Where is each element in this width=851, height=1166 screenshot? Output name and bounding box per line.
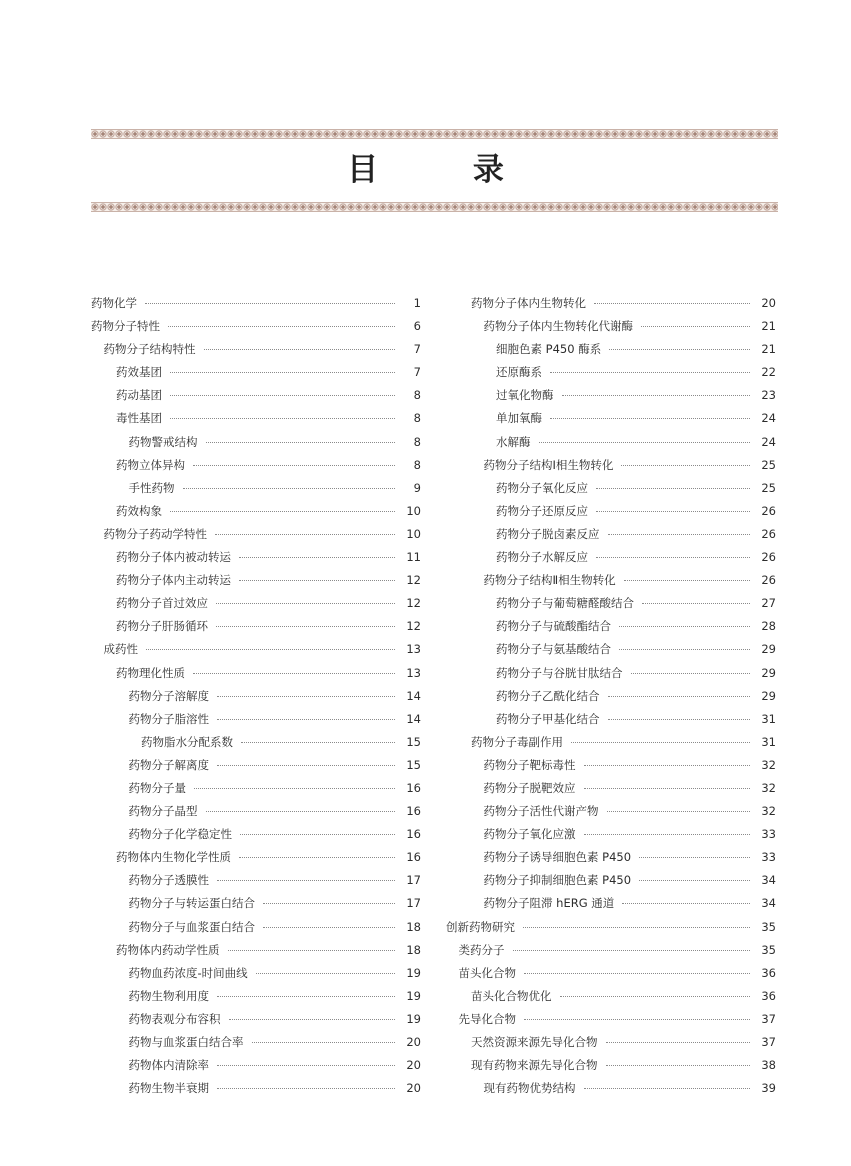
toc-entry-page: 32 <box>761 804 776 819</box>
dot-leader <box>217 880 395 881</box>
toc-entry[interactable] <box>446 962 776 985</box>
dot-leader <box>217 1065 395 1066</box>
toc-entry-label: 药效基团 <box>116 365 162 380</box>
dot-leader <box>584 834 751 835</box>
toc-entry-label: 药物分子脂溶性 <box>128 711 209 726</box>
toc-entry-label: 药物与血浆蛋白结合率 <box>128 1035 244 1049</box>
dot-leader <box>524 1019 750 1020</box>
toc-entry-page: 15 <box>406 734 421 749</box>
dot-leader <box>631 673 751 674</box>
dot-leader <box>584 788 751 789</box>
dot-leader <box>239 857 395 858</box>
toc-entry-page: 23 <box>761 388 776 403</box>
dot-leader <box>560 996 751 997</box>
toc-entry[interactable] <box>446 1077 776 1100</box>
toc-entry[interactable] <box>91 546 421 569</box>
dot-leader <box>239 557 395 558</box>
toc-entry[interactable] <box>446 846 776 869</box>
toc-entry[interactable] <box>446 1008 776 1031</box>
dot-leader <box>513 950 751 951</box>
dot-leader <box>241 742 395 743</box>
dot-leader <box>216 603 395 604</box>
toc-entry-label: 药物分子与葡萄糖醛酸结合 <box>496 596 634 611</box>
toc-entry[interactable] <box>91 1054 421 1077</box>
toc-entry-label: 细胞色素 P450 酶系 <box>496 342 602 357</box>
toc-entry-page: 29 <box>761 688 776 703</box>
toc-entry-page: 12 <box>406 619 421 634</box>
toc-entry-label: 苗头化合物 <box>458 965 516 980</box>
toc-entry-page: 8 <box>413 411 421 426</box>
toc-entry-label: 药物分子透膜性 <box>128 873 209 888</box>
toc-entry-page: 17 <box>406 873 421 888</box>
toc-entry-label: 药物分子药动学特性 <box>103 526 207 541</box>
dot-leader <box>229 1019 396 1020</box>
toc-entry[interactable] <box>446 615 776 638</box>
dot-leader <box>263 927 395 928</box>
toc-entry-label: 药物分子阻滞 hERG 通道 <box>483 896 615 911</box>
toc-entry[interactable] <box>446 338 776 361</box>
toc-entry-label: 药物分子特性 <box>91 319 160 334</box>
toc-entry[interactable] <box>446 477 776 500</box>
toc-entry[interactable] <box>446 500 776 523</box>
toc-entry-page: 35 <box>761 919 776 934</box>
toc-entry-label: 药物分子与谷胱甘肽结合 <box>496 665 623 680</box>
dot-leader <box>168 326 395 327</box>
dot-leader <box>170 511 395 512</box>
toc-entry-page: 25 <box>761 480 776 495</box>
toc-entry-label: 药物分子脱卤素反应 <box>496 526 600 541</box>
toc-entry-page: 19 <box>406 1011 421 1026</box>
toc-entry-label: 药物分子与氨基酸结合 <box>496 642 611 657</box>
dot-leader <box>524 973 750 974</box>
toc-entry-label: 药物分子抑制细胞色素 P450 <box>483 873 632 888</box>
dot-leader <box>228 950 396 951</box>
toc-entry[interactable] <box>446 731 776 754</box>
toc-entry-label: 药物分子毒副作用 <box>471 734 563 749</box>
toc-entry[interactable] <box>446 592 776 615</box>
dot-leader <box>596 488 750 489</box>
dot-leader <box>252 1042 396 1043</box>
dot-leader <box>206 442 396 443</box>
toc-entry-label: 现有药物优势结构 <box>483 1081 576 1096</box>
toc-entry-label: 药物分子甲基化结合 <box>496 711 600 726</box>
toc-entry[interactable] <box>91 523 421 546</box>
toc-entry-label: 药物分子结构Ⅰ相生物转化 <box>483 457 614 472</box>
toc-entry-label: 药物分子体内生物转化 <box>471 296 586 310</box>
toc-entry[interactable] <box>91 638 421 661</box>
toc-entry[interactable] <box>446 1031 776 1054</box>
toc-entry-page: 33 <box>761 827 776 842</box>
toc-entry-page: 37 <box>761 1011 776 1026</box>
toc-entry[interactable] <box>91 823 421 846</box>
toc-entry-page: 12 <box>406 573 421 588</box>
dot-leader <box>584 765 751 766</box>
dot-leader <box>183 488 396 489</box>
toc-entry[interactable] <box>91 384 421 407</box>
toc-entry[interactable] <box>91 292 421 315</box>
toc-entry[interactable] <box>446 985 776 1008</box>
toc-entry-label: 药物分子结构Ⅱ相生物转化 <box>483 573 616 588</box>
toc-entry[interactable] <box>91 1008 421 1031</box>
toc-entry-label: 类药分子 <box>458 942 505 957</box>
toc-entry-page: 6 <box>413 319 421 334</box>
dot-leader <box>608 534 751 535</box>
dot-leader <box>608 719 751 720</box>
dot-leader <box>217 996 395 997</box>
dot-leader <box>621 465 750 466</box>
toc-entry[interactable] <box>91 338 421 361</box>
toc-entry[interactable] <box>91 1077 421 1100</box>
dot-leader <box>146 649 395 650</box>
toc-entry-label: 还原酶系 <box>496 365 542 380</box>
toc-entry-label: 创新药物研究 <box>446 919 515 934</box>
toc-entry-label: 药物理化性质 <box>116 665 185 680</box>
toc-entry-label: 药物分子体内主动转运 <box>116 573 231 588</box>
dot-leader <box>523 927 750 928</box>
dot-leader <box>622 903 750 904</box>
toc-entry-page: 16 <box>406 850 421 865</box>
toc-entry-label: 药物警戒结构 <box>128 434 198 449</box>
dot-leader <box>608 696 751 697</box>
toc-entry[interactable] <box>91 708 421 731</box>
toc-entry-label: 药物分子还原反应 <box>496 503 588 518</box>
toc-entry-page: 17 <box>406 896 421 911</box>
toc-entry[interactable] <box>91 939 421 962</box>
toc-entry-label: 药物分子靶标毒性 <box>483 757 576 772</box>
dot-leader <box>217 1088 395 1089</box>
toc-entry-label: 药物分子结构特性 <box>103 342 196 357</box>
toc-entry[interactable] <box>91 431 421 454</box>
ornament-band-top <box>91 129 778 139</box>
toc-entry-page: 34 <box>761 873 776 888</box>
toc-entry[interactable] <box>91 916 421 939</box>
toc-entry-page: 15 <box>406 757 421 772</box>
toc-entry[interactable] <box>91 454 421 477</box>
toc-entry-page: 13 <box>406 642 421 657</box>
toc-entry[interactable] <box>91 477 421 500</box>
dot-leader <box>606 1065 751 1066</box>
toc-entry-label: 先导化合物 <box>458 1011 516 1026</box>
toc-entry-page: 27 <box>761 596 776 611</box>
dot-leader <box>216 626 395 627</box>
toc-entry[interactable] <box>446 800 776 823</box>
toc-entry-label: 药物分子活性代谢产物 <box>483 804 599 819</box>
toc-entry[interactable] <box>91 731 421 754</box>
dot-leader <box>263 903 395 904</box>
dot-leader <box>571 742 750 743</box>
dot-leader <box>193 673 395 674</box>
toc-entry-label: 药物分子氧化反应 <box>496 480 588 495</box>
dot-leader <box>145 303 395 304</box>
toc-entry[interactable] <box>91 777 421 800</box>
dot-leader <box>204 349 396 350</box>
toc-entry[interactable] <box>446 546 776 569</box>
toc-entry-page: 10 <box>406 503 421 518</box>
toc-entry-label: 药物生物利用度 <box>128 988 209 1003</box>
toc-entry-page: 37 <box>761 1035 776 1049</box>
toc-entry-label: 药物表观分布容积 <box>128 1011 221 1026</box>
toc-entry[interactable] <box>91 869 421 892</box>
toc-entry-label: 毒性基团 <box>116 411 162 426</box>
toc-entry-label: 药物分子体内生物转化代谢酶 <box>483 319 633 334</box>
dot-leader <box>170 395 395 396</box>
toc-entry-label: 药物分子与转运蛋白结合 <box>128 896 255 911</box>
dot-leader <box>194 788 395 789</box>
toc-entry-page: 8 <box>413 434 421 449</box>
toc-entry[interactable] <box>446 916 776 939</box>
toc-entry-page: 33 <box>761 850 776 865</box>
toc-entry[interactable] <box>91 846 421 869</box>
toc-entry-label: 药物化学 <box>91 296 137 310</box>
toc-entry[interactable] <box>91 569 421 592</box>
toc-entry-label: 药物体内生物化学性质 <box>116 850 231 865</box>
toc-entry-page: 16 <box>406 827 421 842</box>
toc-entry-label: 药物体内清除率 <box>128 1058 209 1073</box>
toc-entry-label: 药物立体异构 <box>116 457 185 472</box>
toc-entry-label: 药物分子水解反应 <box>496 550 588 565</box>
toc-entry-label: 药效构象 <box>116 503 162 518</box>
toc-entry[interactable] <box>446 384 776 407</box>
toc-entry-label: 药物生物半衰期 <box>128 1081 209 1096</box>
toc-entry[interactable] <box>446 407 776 430</box>
toc-entry-label: 药物分子脱靶效应 <box>483 780 576 795</box>
toc-entry-page: 14 <box>406 688 421 703</box>
toc-entry[interactable] <box>446 292 776 315</box>
dot-leader <box>606 1042 751 1043</box>
dot-leader <box>240 834 395 835</box>
dot-leader <box>609 349 750 350</box>
toc-entry-page: 11 <box>406 550 421 565</box>
toc-entry-page: 7 <box>413 365 421 380</box>
dot-leader <box>639 880 750 881</box>
toc-entry-label: 药动基团 <box>116 388 162 403</box>
dot-leader <box>170 372 395 373</box>
toc-entry-page: 10 <box>406 526 421 541</box>
toc-entry-label: 药物分子解离度 <box>128 757 209 772</box>
toc-entry[interactable] <box>91 962 421 985</box>
toc-entry-page: 18 <box>406 942 421 957</box>
page-title: 目 录 <box>347 152 546 188</box>
toc-entry-page: 8 <box>413 457 421 472</box>
toc-entry[interactable] <box>446 754 776 777</box>
toc-entry[interactable] <box>91 315 421 338</box>
toc-entry[interactable] <box>91 662 421 685</box>
toc-entry[interactable] <box>91 500 421 523</box>
toc-entry-page: 36 <box>761 965 776 980</box>
toc-entry-page: 26 <box>761 550 776 565</box>
toc-entry-page: 20 <box>761 296 776 310</box>
dot-leader <box>596 511 750 512</box>
toc-entry-label: 药物分子溶解度 <box>128 688 209 703</box>
toc-entry-page: 20 <box>406 1035 421 1049</box>
toc-entry[interactable] <box>91 1031 421 1054</box>
dot-leader <box>641 326 750 327</box>
toc-entry-page: 12 <box>406 596 421 611</box>
toc-entry-label: 药物体内药动学性质 <box>116 942 220 957</box>
toc-entry-page: 16 <box>406 804 421 819</box>
toc-entry-label: 单加氧酶 <box>496 411 542 426</box>
dot-leader <box>239 580 395 581</box>
toc-entry-page: 35 <box>761 942 776 957</box>
toc-entry-page: 8 <box>413 388 421 403</box>
toc-entry-label: 手性药物 <box>128 480 175 495</box>
dot-leader <box>170 418 395 419</box>
toc-entry-label: 药物分子诱导细胞色素 P450 <box>483 850 632 865</box>
toc-entry-page: 31 <box>761 734 776 749</box>
dot-leader <box>217 765 395 766</box>
toc-entry-page: 32 <box>761 780 776 795</box>
toc-entry-page: 36 <box>761 988 776 1003</box>
toc-entry[interactable] <box>91 592 421 615</box>
toc-entry-page: 29 <box>761 665 776 680</box>
dot-leader <box>607 811 751 812</box>
toc-entry-label: 药物脂水分配系数 <box>141 734 233 749</box>
toc-entry[interactable] <box>446 523 776 546</box>
toc-entry[interactable] <box>91 754 421 777</box>
toc-entry-page: 31 <box>761 711 776 726</box>
toc-entry[interactable] <box>91 615 421 638</box>
dot-leader <box>639 857 750 858</box>
toc-entry-page: 13 <box>406 665 421 680</box>
toc-column-left <box>91 292 421 1100</box>
toc-entry-label: 药物分子体内被动转运 <box>116 550 231 565</box>
toc-entry[interactable] <box>446 315 776 338</box>
dot-leader <box>193 465 395 466</box>
dot-leader <box>642 603 750 604</box>
toc-entry-label: 药物分子化学稳定性 <box>128 827 232 842</box>
dot-leader <box>619 626 750 627</box>
toc-column-right <box>446 292 776 1100</box>
toc-entry[interactable] <box>446 708 776 731</box>
toc-entry[interactable] <box>446 361 776 384</box>
toc-entry-page: 39 <box>761 1081 776 1096</box>
dot-leader <box>562 395 751 396</box>
toc-entry-page: 18 <box>406 919 421 934</box>
toc-entry[interactable] <box>446 823 776 846</box>
toc-entry-page: 32 <box>761 757 776 772</box>
dot-leader <box>584 1088 751 1089</box>
dot-leader <box>594 303 750 304</box>
toc-entry-label: 苗头化合物优化 <box>471 988 552 1003</box>
toc-entry[interactable] <box>446 662 776 685</box>
toc-entry[interactable] <box>446 685 776 708</box>
toc-entry[interactable] <box>446 939 776 962</box>
toc-entry[interactable] <box>446 638 776 661</box>
dot-leader <box>624 580 750 581</box>
toc-entry-page: 26 <box>761 526 776 541</box>
toc-entry[interactable] <box>446 431 776 454</box>
toc-entry[interactable] <box>446 892 776 915</box>
toc-entry-label: 药物分子量 <box>128 780 186 795</box>
toc-entry-page: 29 <box>761 642 776 657</box>
toc-entry-page: 25 <box>761 457 776 472</box>
toc-entry[interactable] <box>446 1054 776 1077</box>
dot-leader <box>550 418 750 419</box>
toc-entry[interactable] <box>91 985 421 1008</box>
toc-entry-label: 药物分子与血浆蛋白结合 <box>128 919 255 934</box>
toc-entry[interactable] <box>446 869 776 892</box>
toc-entry-page: 19 <box>406 965 421 980</box>
toc-entry-page: 26 <box>761 573 776 588</box>
toc-entry-label: 天然资源来源先导化合物 <box>471 1035 598 1049</box>
toc-entry-page: 24 <box>761 411 776 426</box>
toc-entry-label: 药物分子首过效应 <box>116 596 208 611</box>
toc-entry-page: 19 <box>406 988 421 1003</box>
toc-entry-page: 38 <box>761 1058 776 1073</box>
toc-entry-page: 9 <box>413 480 421 495</box>
toc-entry-page: 34 <box>761 896 776 911</box>
toc-entry[interactable] <box>91 685 421 708</box>
toc-entry-page: 26 <box>761 503 776 518</box>
toc-entry-page: 21 <box>761 319 776 334</box>
toc-entry[interactable] <box>91 800 421 823</box>
toc-entry-page: 7 <box>413 342 421 357</box>
toc-entry[interactable] <box>446 454 776 477</box>
dot-leader <box>619 649 750 650</box>
toc-entry-page: 28 <box>761 619 776 634</box>
toc-entry[interactable] <box>446 777 776 800</box>
toc-entry-page: 24 <box>761 434 776 449</box>
dot-leader <box>550 372 750 373</box>
toc-entry-label: 药物分子晶型 <box>128 804 198 819</box>
toc-entry[interactable] <box>446 569 776 592</box>
dot-leader <box>217 696 395 697</box>
toc-entry-label: 药物分子氧化应激 <box>483 827 576 842</box>
toc-entry[interactable] <box>91 361 421 384</box>
toc-entry-page: 20 <box>406 1058 421 1073</box>
dot-leader <box>596 557 750 558</box>
toc-entry-page: 1 <box>413 296 421 310</box>
toc-entry-label: 水解酶 <box>496 434 531 449</box>
toc-entry-label: 成药性 <box>103 642 138 657</box>
toc-entry-label: 药物分子肝肠循环 <box>116 619 208 634</box>
toc-entry-label: 过氧化物酶 <box>496 388 554 403</box>
toc-entry[interactable] <box>91 407 421 430</box>
toc-entry-page: 21 <box>761 342 776 357</box>
toc-entry-page: 20 <box>406 1081 421 1096</box>
toc-entry-page: 16 <box>406 780 421 795</box>
dot-leader <box>539 442 751 443</box>
toc-entry-label: 药物分子与硫酸酯结合 <box>496 619 611 634</box>
dot-leader <box>256 973 395 974</box>
toc-entry[interactable] <box>91 892 421 915</box>
ornament-band-bottom <box>91 202 778 212</box>
toc-entry-label: 现有药物来源先导化合物 <box>471 1058 598 1073</box>
toc-entry-page: 14 <box>406 711 421 726</box>
toc-entry-label: 药物分子乙酰化结合 <box>496 688 600 703</box>
dot-leader <box>206 811 396 812</box>
dot-leader <box>217 719 395 720</box>
toc-entry-label: 药物血药浓度-时间曲线 <box>128 965 248 980</box>
toc-entry-page: 22 <box>761 365 776 380</box>
dot-leader <box>215 534 395 535</box>
